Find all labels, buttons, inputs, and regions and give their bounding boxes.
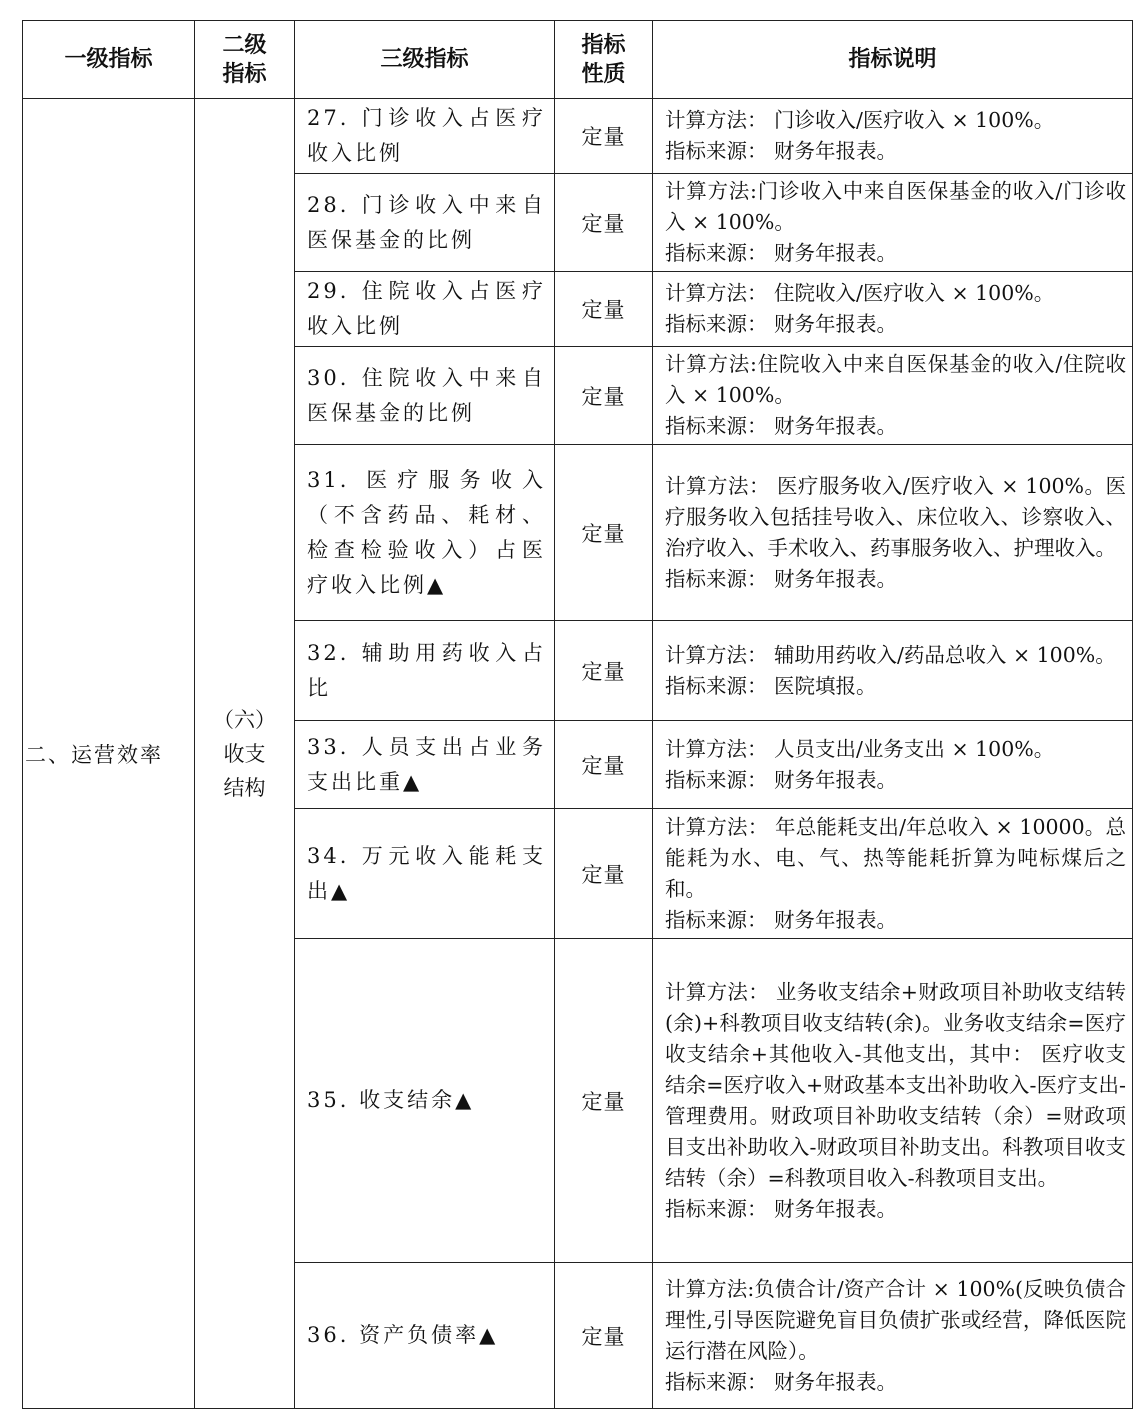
source-text: 指标来源： 财务年报表。 <box>665 414 898 438</box>
indicator-cell: 31. 医疗服务收入（不含药品、耗材、检查检验收入）占医疗收入比例▲ <box>295 445 555 621</box>
indicator-cell: 32. 辅助用药收入占比 <box>295 621 555 721</box>
indicator-cell: 27. 门诊收入占医疗收入比例 <box>295 99 555 174</box>
header-nature-line1: 指标 <box>581 32 626 58</box>
description-cell <box>653 445 1133 621</box>
source-text: 指标来源： 财务年报表。 <box>665 1369 898 1394</box>
level2-line1: （六） <box>213 707 276 732</box>
description-cell <box>653 809 1133 939</box>
method-text: 计算方法:住院收入中来自医保基金的收入/住院收入 × 100%。 <box>665 352 1126 407</box>
header-row <box>23 21 1133 99</box>
level2-cell <box>195 99 295 1409</box>
method-text: 计算方法： 年总能耗支出/年总收入 × 10000。总能耗为水、电、气、热等能耗折算为吨标煤后之和。 <box>665 814 1126 901</box>
nature-cell: 定量 <box>555 809 653 939</box>
header-level3: 三级指标 <box>295 21 555 99</box>
header-description: 指标说明 <box>653 21 1133 99</box>
description-cell <box>653 939 1133 1263</box>
indicator-cell: 34. 万元收入能耗支出▲ <box>295 809 555 939</box>
nature-cell: 定量 <box>555 621 653 721</box>
source-text: 指标来源： 财务年报表。 <box>665 241 898 265</box>
header-level2-line1: 二级 <box>222 32 267 58</box>
description-cell <box>653 347 1133 445</box>
method-text: 计算方法： 业务收支结余+财政项目补助收支结转(余)+科教项目收支结转(余)。业务收支结余=医疗收支结余+其他收入-其他支出，其中： 医疗收支结余=医疗收入+财政基本支出补助收入-医疗支出-管理费用。财政项目补助收支结转（余）=财政项目支出补助收入-财政项目补助支出。科教项目收支结转（余）=科教项目收入-科教项目支出。 <box>665 979 1126 1190</box>
header-level2 <box>195 21 295 99</box>
method-text: 计算方法： 住院收入/医疗收入 × 100%。 <box>665 281 1055 305</box>
indicator-cell: 30. 住院收入中来自医保基金的比例 <box>295 347 555 445</box>
level1-cell: 二、运营效率 <box>23 99 195 1409</box>
nature-cell: 定量 <box>555 99 653 174</box>
method-text: 计算方法： 门诊收入/医疗收入 × 100%。 <box>665 108 1055 132</box>
indicator-cell: 33. 人员支出占业务支出比重▲ <box>295 721 555 809</box>
description-cell <box>653 621 1133 721</box>
source-text: 指标来源： 财务年报表。 <box>665 139 898 163</box>
indicator-cell: 35. 收支结余▲ <box>295 939 555 1263</box>
description-cell <box>653 174 1133 272</box>
header-nature-line2: 性质 <box>581 61 626 87</box>
nature-cell: 定量 <box>555 347 653 445</box>
method-text: 计算方法： 辅助用药收入/药品总收入 × 100%。 <box>665 642 1116 667</box>
source-text: 指标来源： 财务年报表。 <box>665 312 898 336</box>
indicator-table <box>22 20 1133 1409</box>
description-cell <box>653 272 1133 347</box>
description-cell <box>653 1263 1133 1409</box>
header-level1: 一级指标 <box>23 21 195 99</box>
nature-cell: 定量 <box>555 721 653 809</box>
source-text: 指标来源： 财务年报表。 <box>665 1196 898 1221</box>
level2-line2: 收支 <box>223 741 266 766</box>
source-text: 指标来源： 医院填报。 <box>665 673 877 698</box>
source-text: 指标来源： 财务年报表。 <box>665 566 898 591</box>
level2-line3: 结构 <box>223 775 266 800</box>
header-level2-line2: 指标 <box>222 61 267 87</box>
source-text: 指标来源： 财务年报表。 <box>665 907 898 932</box>
nature-cell: 定量 <box>555 174 653 272</box>
nature-cell: 定量 <box>555 1263 653 1409</box>
description-cell <box>653 99 1133 174</box>
method-text: 计算方法:门诊收入中来自医保基金的收入/门诊收入 × 100%。 <box>665 179 1126 234</box>
method-text: 计算方法： 人员支出/业务支出 × 100%。 <box>665 736 1055 761</box>
nature-cell: 定量 <box>555 445 653 621</box>
description-cell <box>653 721 1133 809</box>
indicator-cell: 29. 住院收入占医疗收入比例 <box>295 272 555 347</box>
method-text: 计算方法:负债合计/资产合计 × 100%(反映负债合理性,引导医院避免盲目负债扩张或经营，降低医院运行潜在风险）。 <box>665 1276 1126 1363</box>
indicator-cell: 36. 资产负债率▲ <box>295 1263 555 1409</box>
nature-cell: 定量 <box>555 939 653 1263</box>
source-text: 指标来源： 财务年报表。 <box>665 767 898 792</box>
nature-cell: 定量 <box>555 272 653 347</box>
header-nature <box>555 21 653 99</box>
method-text: 计算方法： 医疗服务收入/医疗收入 × 100%。医疗服务收入包括挂号收入、床位收入、诊察收入、治疗收入、手术收入、药事服务收入、护理收入。 <box>665 473 1126 560</box>
indicator-cell: 28. 门诊收入中来自医保基金的比例 <box>295 174 555 272</box>
table-row <box>23 99 1133 174</box>
